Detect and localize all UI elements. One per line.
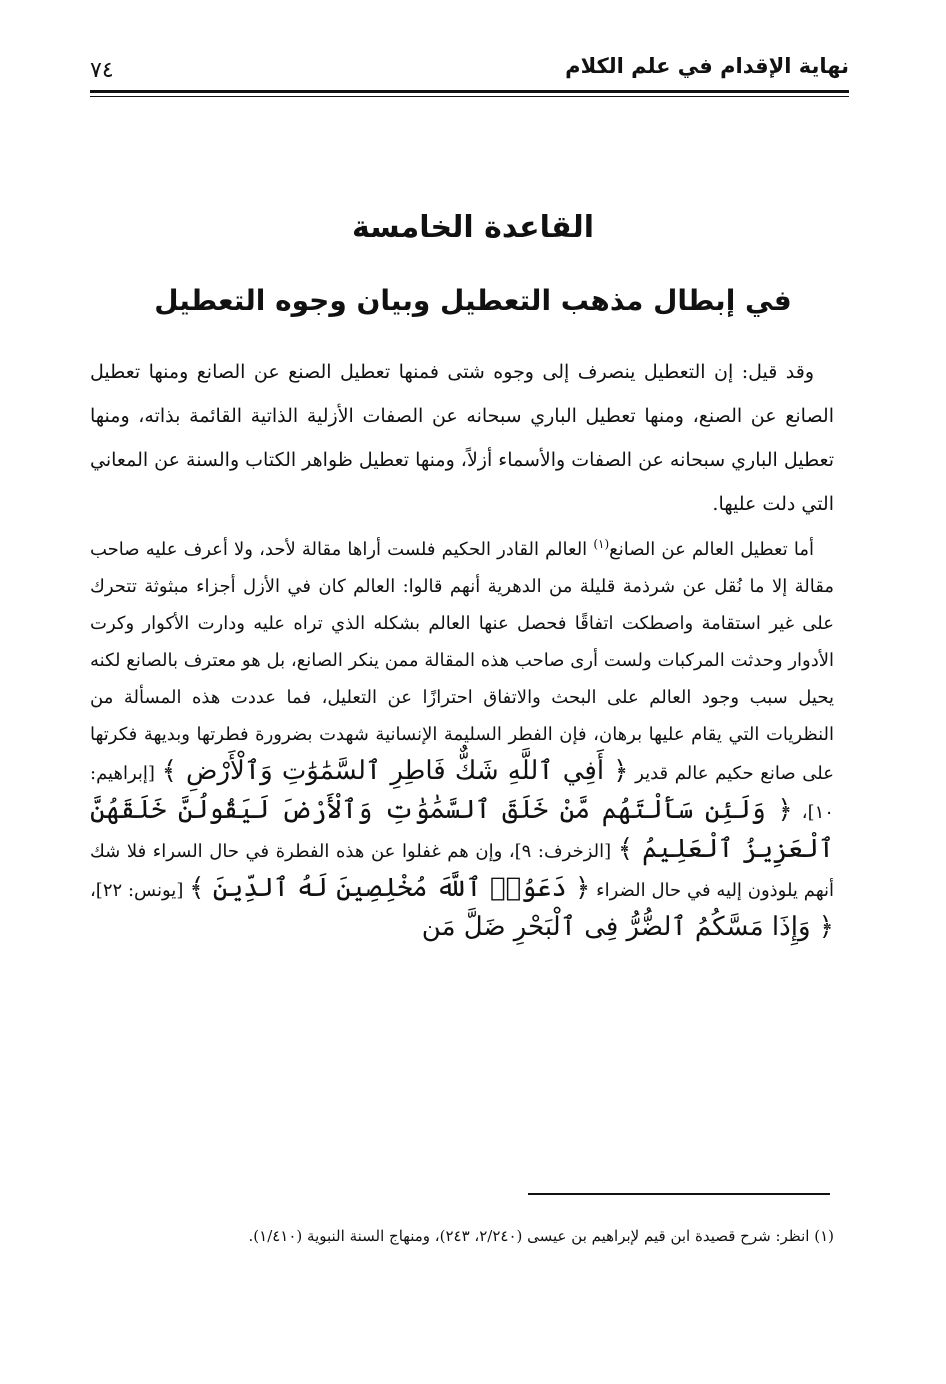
footnote-1: (١) انظر: شرح قصيدة ابن قيم لإبراهيم بن عيسى (٢/٢٤٠، ٢٤٣)، ومنهاج السنة النبوية (١/٤١٠).: [248, 1227, 834, 1245]
section-heading: في إبطال مذهب التعطيل وبيان وجوه التعطيل: [154, 284, 792, 317]
page-number: ٧٤: [90, 58, 114, 83]
paragraph-2: [90, 526, 834, 948]
footnotes: [90, 1218, 834, 1254]
paragraph-2-text-a: أما تعطيل العالم عن الصانع: [609, 539, 815, 560]
header-rule-thin: [90, 96, 849, 97]
quran-verse-zukhruf: ﴿ وَلَئِن سَأَلْتَهُم مَّنْ خَلَقَ ٱلسَّمَٰوَٰتِ وَٱلْأَرْضَ لَيَقُولُنَّ خَلَقَهُنَّ ٱلْعَزِيزُ ٱلْعَلِيمُ ﴾: [90, 795, 834, 864]
book-title: نهاية الإقدام في علم الكلام: [565, 54, 849, 78]
footnote-separator: [528, 1193, 830, 1195]
verse-reference-ibrahim: [إبراهيم: ١٠]،: [90, 763, 834, 823]
quran-verse-isra: ﴿ وَإِذَا مَسَّكُمُ ٱلضُّرُّ فِى ٱلْبَحْرِ ضَلَّ مَن: [421, 912, 834, 942]
verse-reference-yunus: [يونس: ٢٢]،: [90, 880, 190, 901]
paragraph-2-text-b: العالم القادر الحكيم فلست أراها مقالة لأحد، ولا أعرف عليه صاحب مقالة إلا ما نُقل عن شرذمة قليلة من الدهرية أنهم قالوا: العالم كان في الأزل أجزاء مبثوثة تتحرك على غير استقامة واصطكت اتفاقًا فحصل عنها العالم بشكله الذي تراه عليه ودارت الأكوار وكرت الأدوار وحدثت المركبات ولست أرى صاحب هذه المقالة ممن ينكر الصانع، بل هو معترف بالصانع لكنه يحيل سبب وجود العالم على البحث والاتفاق احترازًا عن التعليل، فما عددت هذه المسألة من النظريات التي يقام عليها برهان، فإن الفطر السليمة الإنسانية شهدت بضرورة فطرتها وبديهة فكرتها على صانع حكيم عالم قدير: [90, 539, 834, 784]
quran-verse-ibrahim: ﴿ أَفِي ٱللَّهِ شَكٌّ فَاطِرِ ٱلسَّمَٰوَٰتِ وَٱلْأَرْضِ ﴾: [161, 756, 629, 786]
chapter-heading: القاعدة الخامسة: [351, 210, 595, 245]
body-text: [90, 350, 834, 948]
footnote-marker[interactable]: (١): [593, 537, 610, 551]
quran-verse-yunus: ﴿ دَعَوُا۟ ٱللَّهَ مُخْلِصِينَ لَهُ ٱلدِّينَ ﴾: [189, 873, 591, 903]
paragraph-1: وقد قيل: إن التعطيل ينصرف إلى وجوه شتى فمنها تعطيل الصنع عن الصانع ومنها تعطيل الصانع عن الصنع، ومنها تعطيل الباري سبحانه عن الصفات الأزلية الذاتية القائمة بذاته، ومنها تعطيل الباري سبحانه عن الصفات والأسماء أزلاً، ومنها تعطيل ظواهر الكتاب والسنة عن المعاني التي دلت عليها.: [90, 361, 834, 515]
verse-reference-zukhruf: [الزخرف: ٩]، وإن هم غفلوا عن هذه الفطرة في حال السراء فلا شك أنهم يلوذون إليه في حال الضراء: [90, 841, 835, 901]
header-rule: [90, 90, 849, 93]
